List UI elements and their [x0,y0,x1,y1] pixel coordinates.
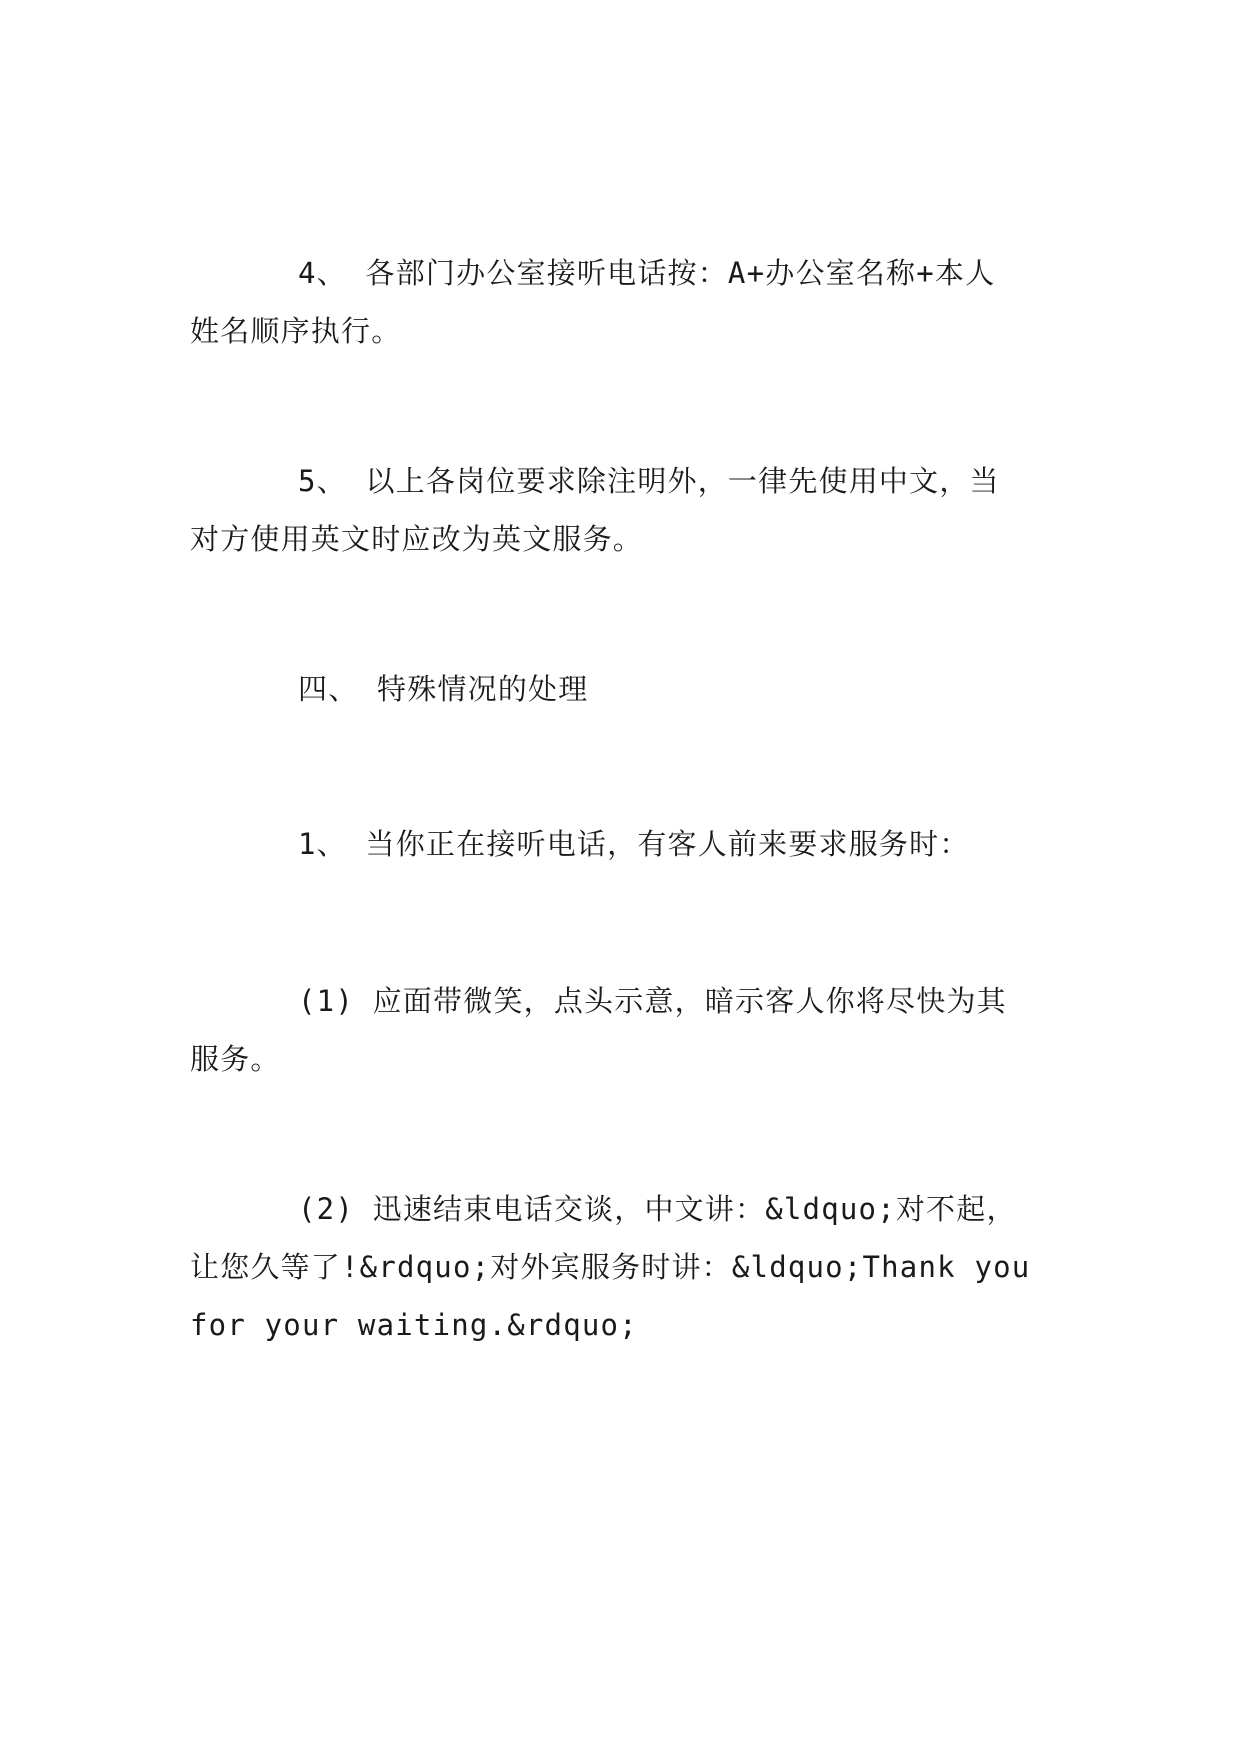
paragraph-item-1 [190,815,1052,873]
paragraph-line: (2) 迅速结束电话交谈，中文讲：&ldquo;对不起， [298,1192,1017,1226]
paragraph-line: 5、 以上各岗位要求除注明外，一律先使用中文，当 [298,464,1000,498]
paragraph-line: 让您久等了!&rdquo;对外宾服务时讲：&ldquo;Thank you [190,1250,1031,1284]
paragraph-line: 服务。 [190,1042,281,1076]
paragraph-line: 对方使用英文时应改为英文服务。 [190,522,644,556]
paragraph-line: 4、 各部门办公室接听电话按：A+办公室名称+本人 [298,256,996,290]
paragraph-line: 姓名顺序执行。 [190,314,402,348]
section-heading-4 [190,660,1052,718]
paragraph-item-4 [190,244,1052,360]
section-heading-text: 四、 特殊情况的处理 [298,672,589,706]
paragraph-line: (1) 应面带微笑，点头示意，暗示客人你将尽快为其 [298,984,1007,1018]
paragraph-item-5 [190,452,1052,568]
paragraph-line: 1、 当你正在接听电话，有客人前来要求服务时： [298,827,970,861]
paragraph-subitem-2 [190,1180,1052,1354]
paragraph-line: for your waiting.&rdquo; [190,1308,638,1342]
paragraph-subitem-1 [190,972,1052,1088]
